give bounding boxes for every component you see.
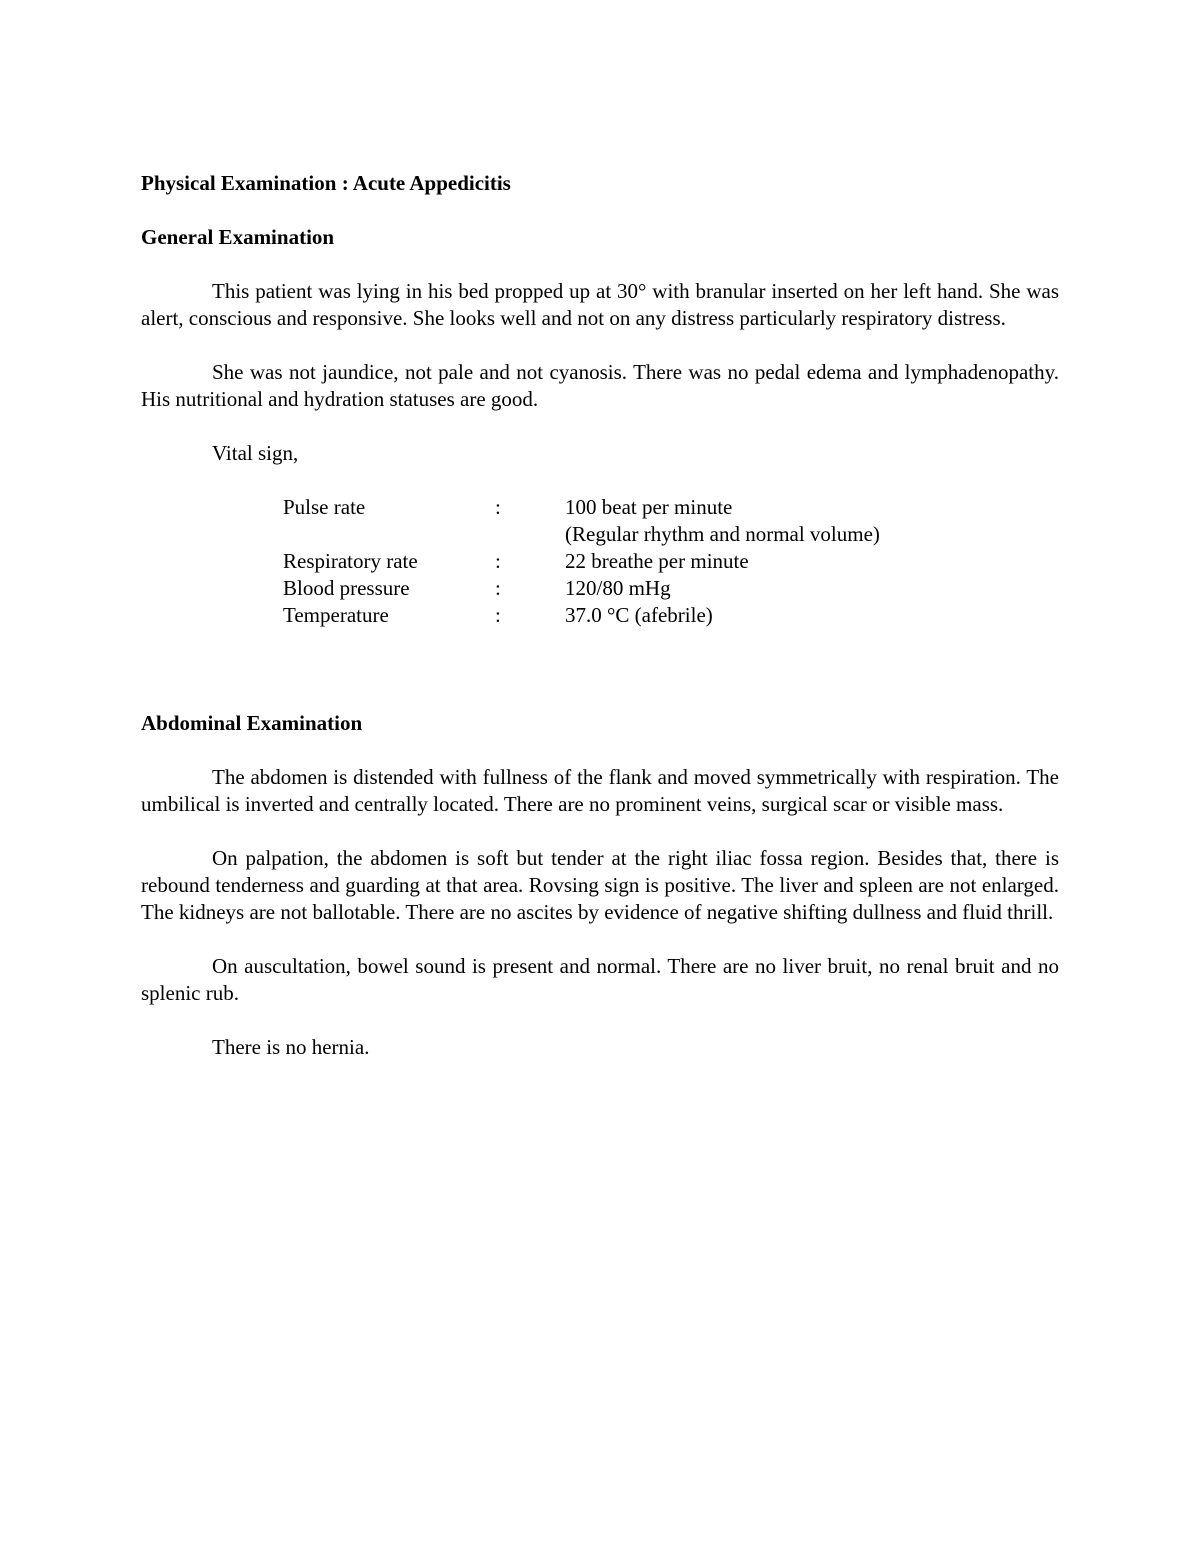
abdominal-paragraph-2: On palpation, the abdomen is soft but tender at the right iliac fossa region. Besides that, there is rebound tenderness and guarding at that area. Rovsing sign is positive. The liver and spleen are not enlarged. The kidneys are not ballotable. There are no ascites by evidence of negative shifting dullness and fluid thrill.: [141, 846, 1059, 924]
vital-label: Temperature: [283, 603, 389, 627]
vital-value-text: 100 beat per minute: [565, 495, 733, 519]
vital-value: 120/80 mHg: [565, 576, 671, 600]
abdominal-paragraph-3: On auscultation, bowel sound is present and normal. There are no liver bruit, no renal bruit and no splenic rub.: [141, 954, 1059, 1005]
general-paragraph-1: This patient was lying in his bed propped up at 30° with branular inserted on her left hand. She was alert, conscious and responsive. She looks well and not on any distress particularly respiratory distress.: [141, 279, 1059, 330]
vital-separator: :: [495, 576, 501, 600]
vital-row-temperature: [283, 602, 965, 629]
abdominal-paragraph-1: The abdomen is distended with fullness of the flank and moved symmetrically with respiration. The umbilical is inverted and centrally located. There are no prominent veins, surgical scar or visible mass.: [141, 765, 1059, 816]
vital-value: 22 breathe per minute: [565, 549, 749, 573]
general-paragraph-2: She was not jaundice, not pale and not cyanosis. There was no pedal edema and lymphadenopathy. His nutritional and hydration statuses are good.: [141, 360, 1059, 411]
vital-separator: :: [495, 603, 501, 627]
general-examination-heading: General Examination: [141, 225, 335, 249]
vital-row-blood-pressure: [283, 575, 965, 602]
vital-label: Respiratory rate: [283, 549, 418, 573]
vital-value-note: (Regular rhythm and normal volume): [565, 522, 880, 546]
vital-value: 37.0 °C (afebrile): [565, 603, 713, 627]
vital-value: [565, 494, 965, 548]
abdominal-examination-heading: Abdominal Examination: [141, 711, 363, 735]
vital-row-pulse: [283, 494, 965, 548]
vital-label: Blood pressure: [283, 576, 410, 600]
vital-sign-intro: Vital sign,: [212, 441, 299, 465]
vital-signs-table: [283, 494, 965, 629]
vital-separator: :: [495, 549, 501, 573]
abdominal-paragraph-4: There is no hernia.: [212, 1035, 370, 1059]
vital-row-respiratory: [283, 548, 965, 575]
vital-separator: :: [495, 495, 501, 519]
vital-label: Pulse rate: [283, 495, 366, 519]
document-page: [141, 170, 1059, 1088]
document-title: Physical Examination : Acute Appedicitis: [141, 171, 511, 195]
